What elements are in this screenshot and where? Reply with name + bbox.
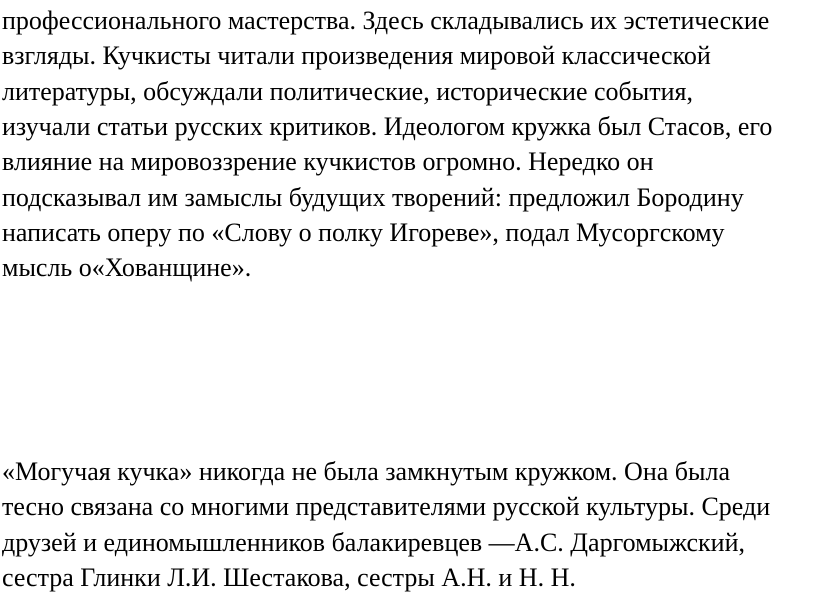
paragraph-2-line-4: сестра Глинки Л.И. Шестакова, сестры А.Н. и Н. Н. bbox=[2, 563, 576, 592]
paragraph-1-line-4: изучали статьи русских критиков. Идеологом кружка был Стасов, его bbox=[2, 112, 773, 141]
paragraph-2-line-1: «Могучая кучка» никогда не была замкнутым кружком. Она была bbox=[2, 457, 730, 486]
paragraph-1-line-7: написать оперу по «Слову о полку Игореве», подал Мусоргскому bbox=[2, 218, 725, 247]
paragraph-1-line-8: мысль о«Хованщине». bbox=[2, 253, 252, 282]
paragraph-1-line-3: литературы, обсуждали политические, исторические события, bbox=[2, 77, 693, 106]
paragraph-1-line-2: взгляды. Кучкисты читали произведения мировой классической bbox=[2, 41, 711, 70]
paragraph-2-line-2: тесно связана со многими представителями русской культуры. Среди bbox=[2, 492, 771, 521]
paragraph-1-line-6: подсказывал им замыслы будущих творений: предложил Бородину bbox=[2, 183, 744, 212]
paragraph-2-line-3: друзей и единомышленников балакиревцев —А.С. Даргомыжский, bbox=[2, 528, 746, 557]
paragraph-1-line-5: влияние на мировоззрение кучкистов огромно. Нередко он bbox=[2, 147, 654, 176]
paragraph-1-line-1: профессионального мастерства. Здесь складывались их эстетические bbox=[2, 6, 770, 35]
